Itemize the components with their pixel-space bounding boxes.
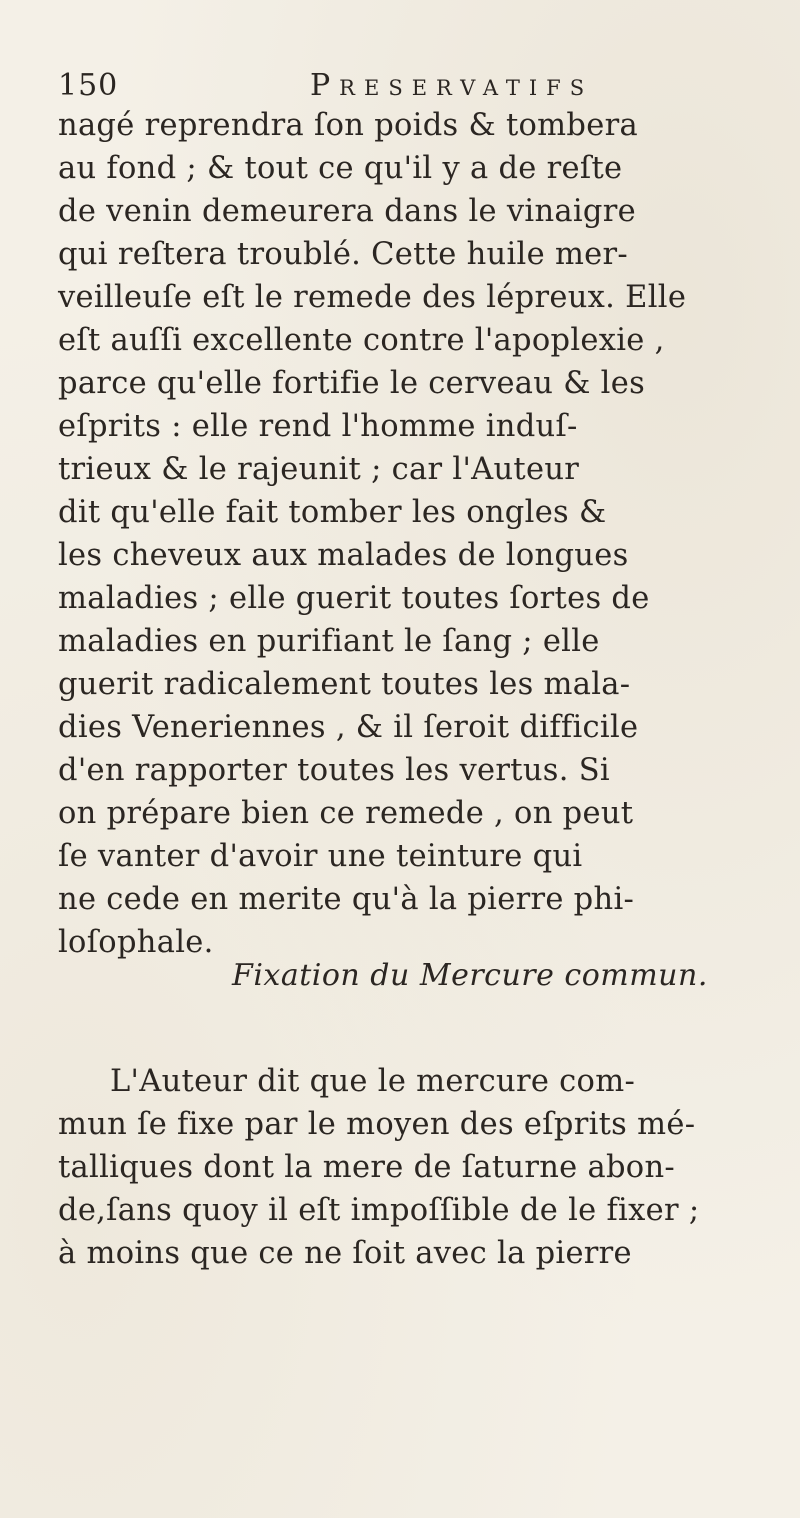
text-line: ne cede en merite qu'à la pierre phi- <box>58 882 635 917</box>
text-line: dies Veneriennes , & il ſeroit difficile <box>58 710 639 745</box>
text-line: on prépare bien ce remede , on peut <box>58 796 634 831</box>
text-line: de venin demeurera dans le vinaigre <box>58 194 636 229</box>
text-line: trieux & le rajeunit ; car l'Auteur <box>58 452 580 487</box>
text-line: d'en rapporter toutes les vertus. Si <box>58 753 610 788</box>
text-line: eſprits : elle rend l'homme induſ- <box>58 409 578 444</box>
text-line: à moins que ce ne ſoit avec la pierre <box>58 1236 632 1271</box>
text-line: guerit radicalement toutes les mala- <box>58 667 631 702</box>
paragraph-1 <box>58 104 758 964</box>
paragraph-2 <box>58 1060 778 1275</box>
text-line: nagé reprendra ſon poids & tombera <box>58 108 638 143</box>
running-head <box>58 68 678 108</box>
text-line: L'Auteur dit que le mercure com- <box>110 1064 636 1099</box>
text-line: maladies en purifiant le ſang ; elle <box>58 624 600 659</box>
text-line: loſophale. <box>58 925 214 960</box>
text-line: parce qu'elle fortifie le cerveau & les <box>58 366 646 401</box>
text-line: de,ſans quoy il eſt impoſſible de le fixer ; <box>58 1193 700 1228</box>
running-head-title: Preservatifs <box>310 68 594 103</box>
page-number: 150 <box>58 68 119 103</box>
text-line: veilleuſe eſt le remede des lépreux. Elle <box>58 280 687 315</box>
text-line: qui reſtera troublé. Cette huile mer- <box>58 237 629 272</box>
text-line: eſt auſſi excellente contre l'apoplexie , <box>58 323 665 358</box>
text-line: mun ſe fixe par le moyen des eſprits mé- <box>58 1107 696 1142</box>
text-line: talliques dont la mere de ſaturne abon- <box>58 1150 676 1185</box>
text-line: ſe vanter d'avoir une teinture qui <box>58 839 583 874</box>
text-line: maladies ; elle guerit toutes ſortes de <box>58 581 650 616</box>
section-heading: Fixation du Mercure commun. <box>232 958 708 993</box>
text-line: les cheveux aux malades de longues <box>58 538 629 573</box>
text-line: au fond ; & tout ce qu'il y a de reſte <box>58 151 623 186</box>
text-line: dit qu'elle fait tomber les ongles & <box>58 495 607 530</box>
